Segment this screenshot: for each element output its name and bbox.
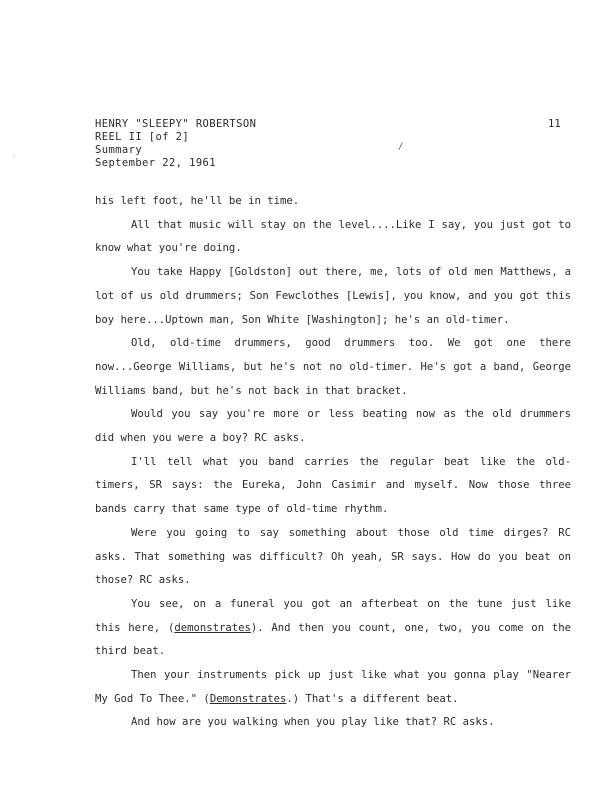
- paragraph: All that music will stay on the level....Like I say, you just got to know what you're doing.: [95, 218, 571, 255]
- paragraph: And how are you walking when you play like that? RC asks.: [131, 716, 495, 729]
- paragraph: Old, old-time drummers, good drummers too. We got one there now...George Williams, but he's not no old-timer. He's got a band, George Williams band, but he's not back in that bracket.: [95, 337, 571, 397]
- page-number: 11: [548, 118, 561, 130]
- margin-mark: ·: [12, 152, 17, 160]
- pen-mark: /: [398, 142, 404, 152]
- paragraph: Were you going to say something about those old time dirges? RC asks. That something was difficult? Oh yeah, SR says. How do you beat on those? RC asks.: [95, 526, 571, 587]
- paragraph: I'll tell what you band carries the regular beat like the old-timers, SR says: the Eureka, John Casimir and myself. Now those three bands carry that same type of old-time rhythm.: [95, 455, 571, 516]
- paragraph: [95, 664, 571, 711]
- paragraph-text: Then your instruments pick up just like what you gonna play "Nearer My God To Thee." (: [95, 669, 571, 705]
- paragraph: [95, 593, 571, 664]
- document-type: Summary: [95, 144, 143, 156]
- interviewee-name: HENRY "SLEEPY" ROBERTSON: [95, 118, 257, 130]
- stage-direction: Demonstrates: [209, 692, 287, 705]
- paragraph-text: .) That's a different beat.: [286, 692, 459, 705]
- transcript-body: [95, 190, 571, 735]
- paragraph: You take Happy [Goldston] out there, me, lots of old men Matthews, a lot of us old drummers; Son Fewclothes [Lewis], you know, and you got this boy here...Uptown man, Son White [Washington]; he's an old-timer.: [95, 266, 571, 326]
- paragraph: Would you say you're more or less beating now as the old drummers did when you were a boy? RC asks.: [95, 408, 571, 445]
- stage-direction: demonstrates: [174, 621, 251, 634]
- reel-label: REEL II [of 2]: [95, 131, 190, 143]
- document-header: [95, 118, 256, 170]
- paragraph-text: You see, on a funeral you got an afterbeat on the tune just like this here, (: [95, 597, 571, 634]
- paragraph-text: ). And then you count, one, two, you come on the third beat.: [95, 621, 571, 658]
- paragraph: his left foot, he'll be in time.: [95, 195, 300, 207]
- interview-date: September 22, 1961: [95, 157, 216, 169]
